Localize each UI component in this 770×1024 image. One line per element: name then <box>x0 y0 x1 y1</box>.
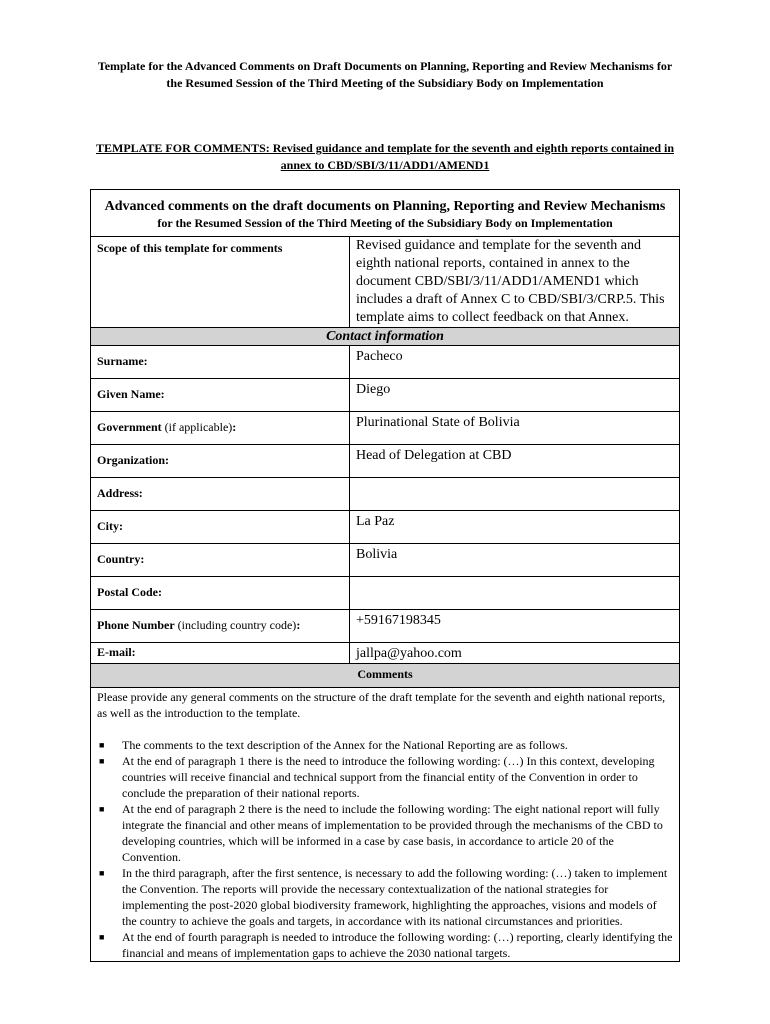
comment-text: The comments to the text description of the Annex for the National Reporting are as follows. <box>122 738 568 752</box>
contact-information-band: Contact information <box>91 328 680 346</box>
comment-item <box>97 929 673 961</box>
bullet-icon: ■ <box>99 740 105 750</box>
government-field[interactable]: Plurinational State of Bolivia <box>349 412 679 445</box>
table-title-line2: for the Resumed Session of the Third Meeting of the Subsidiary Body on Implementation <box>157 216 613 230</box>
email-label: E-mail: <box>91 643 350 664</box>
table-title <box>91 190 680 237</box>
bullet-icon: ■ <box>99 756 105 766</box>
comment-text: At the end of fourth paragraph is needed to introduce the following wording: (…) reporting, clearly identifying the financial and means of implementation gaps to achieve the 2030 national targets. <box>122 930 673 960</box>
phone-label-end: : <box>296 618 301 632</box>
bullet-icon: ■ <box>99 868 105 878</box>
comments-form-table <box>90 189 680 962</box>
given-name-field[interactable]: Diego <box>349 379 679 412</box>
comments-field[interactable] <box>91 688 680 962</box>
document-title: Template for the Advanced Comments on Draft Documents on Planning, Reporting and Review Mechanisms for the Resumed Session of the Third Meeting of the Subsidiary Body on Implementation <box>97 59 673 90</box>
comments-list <box>97 737 673 961</box>
phone-label <box>91 610 350 643</box>
phone-field[interactable]: +59167198345 <box>349 610 679 643</box>
surname-label: Surname: <box>91 346 350 379</box>
given-name-label: Given Name: <box>91 379 350 412</box>
email-field[interactable]: jallpa@yahoo.com <box>349 643 679 664</box>
bullet-icon: ■ <box>99 804 105 814</box>
government-label-end: : <box>232 420 237 434</box>
comments-intro: Please provide any general comments on the structure of the draft template for the seventh and eighth national reports, as well as the introduction to the template. <box>97 690 666 720</box>
comment-item <box>97 865 673 929</box>
phone-label-note: (including country code) <box>174 618 297 632</box>
government-label-text: Government <box>97 420 162 434</box>
city-label: City: <box>91 511 350 544</box>
postal-code-field[interactable] <box>349 577 679 610</box>
comment-text: In the third paragraph, after the first sentence, is necessary to add the following wording: (…) taken to implement the Convention. The reports will provide the necessary contextualization of the national strategies for implementing the post-2020 global biodiversity framework, highlighting the approaches, visions and models of the country to achieve the goals and targets, in accordance with its national circumstances and priorities. <box>122 866 668 928</box>
table-title-line1: Advanced comments on the draft documents on Planning, Reporting and Review Mechanisms <box>104 199 666 214</box>
postal-code-label: Postal Code: <box>91 577 350 610</box>
comment-item <box>97 801 673 865</box>
scope-label: Scope of this template for comments <box>91 237 350 328</box>
bullet-icon: ■ <box>99 932 105 942</box>
scope-value: Revised guidance and template for the seventh and eighth national reports, contained in annex to the document CBD/SBI/3/11/ADD1/AMEND1 which includes a draft of Annex C to CBD/SBI/3/CRP.5. This template aims to collect feedback on that Annex. <box>349 237 679 328</box>
comment-text: At the end of paragraph 1 there is the need to introduce the following wording: (…) In this context, developing countries will receive financial and technical support from the financial entity of the Convention in order to conclude the preparation of their national reports. <box>122 754 655 800</box>
surname-field[interactable]: Pacheco <box>349 346 679 379</box>
country-field[interactable]: Bolivia <box>349 544 679 577</box>
comment-item <box>97 753 673 801</box>
comment-text: At the end of paragraph 2 there is the need to include the following wording: The eight national report will fully integrate the financial and other means of implementation to be provided through the mechanisms of the CBD to developing countries, which will be informed in a case by case basis, in accordance to article 20 of the Convention. <box>122 802 663 864</box>
country-label: Country: <box>91 544 350 577</box>
template-heading: TEMPLATE FOR COMMENTS: Revised guidance and template for the seventh and eighth reports contained in annex to CBD/SBI/3/11/ADD1/AMEND1 <box>95 141 674 172</box>
government-label-note: (if applicable) <box>161 420 233 434</box>
city-field[interactable]: La Paz <box>349 511 679 544</box>
organization-label: Organization: <box>91 445 350 478</box>
comment-item <box>97 737 673 753</box>
address-field[interactable] <box>349 478 679 511</box>
organization-field[interactable]: Head of Delegation at CBD <box>349 445 679 478</box>
address-label: Address: <box>91 478 350 511</box>
comments-band: Comments <box>91 664 680 688</box>
phone-label-text: Phone Number <box>97 618 175 632</box>
government-label <box>91 412 350 445</box>
